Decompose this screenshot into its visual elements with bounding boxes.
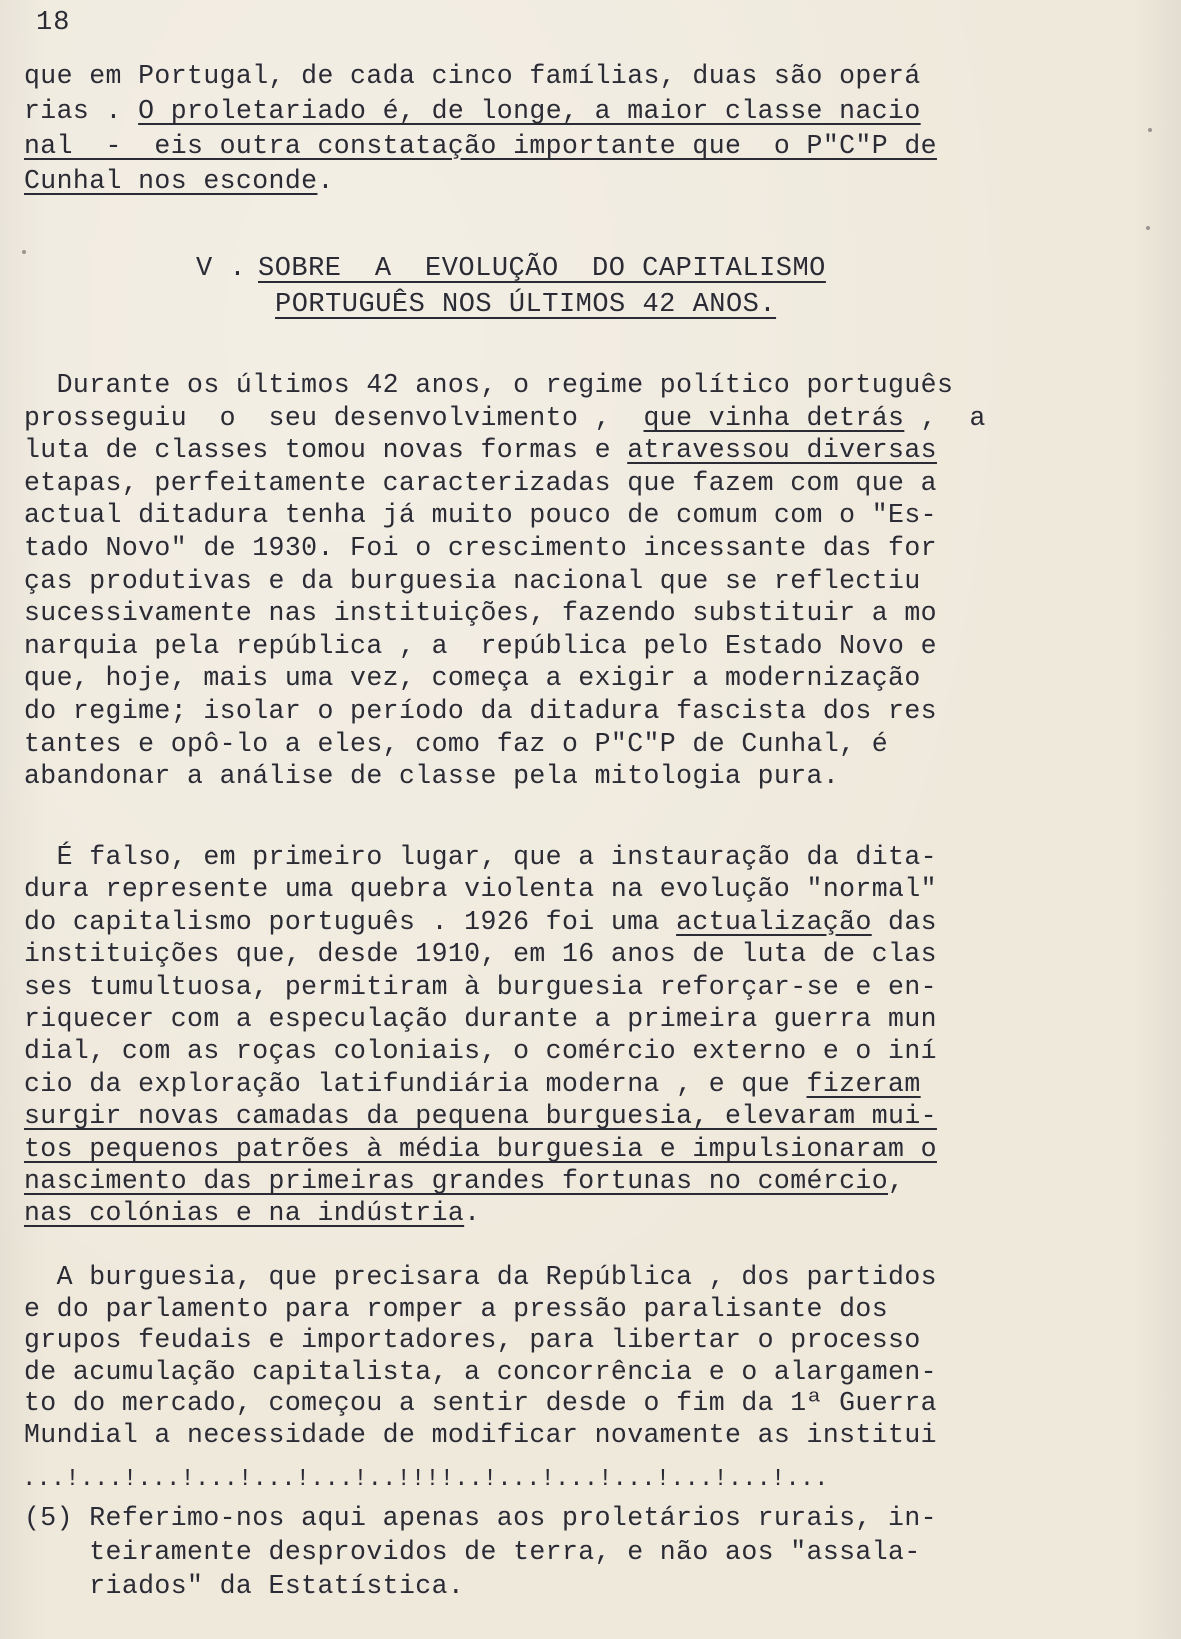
- underlined-text: nal - eis outra constatação importante que o P"C"P de: [24, 131, 937, 161]
- text-line: [24, 1419, 1004, 1452]
- text-line: [24, 60, 1004, 93]
- underlined-text: Cunhal nos esconde: [24, 166, 318, 196]
- text-line: [24, 1197, 1004, 1230]
- text-run: tantes e opô-lo a eles, como faz o P"C"P de Cunhal, é: [24, 729, 889, 759]
- text-line: [24, 1003, 1004, 1036]
- text-run: grupos feudais e importadores, para libertar o processo: [24, 1325, 921, 1355]
- text-run: ,: [888, 1166, 905, 1196]
- text-line: [24, 467, 1004, 500]
- text-line: [24, 630, 1004, 663]
- text-line: [24, 1324, 1004, 1357]
- text-run: rias .: [24, 96, 139, 126]
- text-run: das: [871, 907, 937, 937]
- text-run: ças produtivas e da burguesia nacional que se reflectiu: [24, 566, 921, 596]
- text-line: [24, 165, 1004, 198]
- text-line: [24, 841, 1004, 874]
- text-run: ses tumultuosa, permitiram à burguesia reforçar-se e en-: [24, 972, 937, 1002]
- text-line: [24, 565, 1004, 598]
- text-line: [24, 597, 1004, 630]
- text-line: [24, 532, 1004, 565]
- text-run: dura represente uma quebra violenta na evolução "normal": [24, 874, 937, 904]
- footnote-line: [24, 1536, 1004, 1569]
- text-run: do capitalismo português . 1926 foi uma: [24, 907, 677, 937]
- text-line: [24, 662, 1004, 695]
- text-run: luta de classes tomou novas formas e: [24, 435, 628, 465]
- text-line: [24, 499, 1004, 532]
- text-run: É falso, em primeiro lugar, que a instauração da dita-: [24, 842, 937, 872]
- text-run: Durante os últimos 42 anos, o regime político português: [24, 370, 954, 400]
- section-heading-line2: [275, 290, 776, 320]
- text-run: prosseguiu o seu desenvolvimento ,: [24, 403, 644, 433]
- footnote-line: [24, 1570, 1004, 1603]
- text-line: [24, 1133, 1004, 1166]
- text-run: abandonar a análise de classe pela mitologia pura.: [24, 761, 840, 791]
- text-run: teiramente desprovidos de terra, e não aos "assala-: [24, 1537, 921, 1567]
- text-line: [24, 1068, 1004, 1101]
- footnote-line: [24, 1502, 1004, 1535]
- section-heading-line1: [258, 254, 826, 284]
- paper-speck: [1146, 226, 1150, 230]
- section-heading-line1-text: SOBRE A EVOLUÇÃO DO CAPITALISMO: [258, 254, 826, 284]
- underlined-text: atravessou diversas: [627, 435, 937, 465]
- text-run: , a: [904, 403, 986, 433]
- text-run: riquecer com a especulação durante a primeira guerra mun: [24, 1004, 937, 1034]
- underlined-text: nascimento das primeiras grandes fortunas no comércio: [24, 1166, 889, 1196]
- underlined-text: que vinha detrás: [643, 403, 905, 433]
- paper-speck: [1148, 128, 1152, 132]
- text-run: de acumulação capitalista, a concorrência e o alargamen-: [24, 1357, 937, 1387]
- text-run: A burguesia, que precisara da República , dos partidos: [24, 1262, 937, 1292]
- text-run: (5) Referimo-nos aqui apenas aos proletários rurais, in-: [24, 1503, 937, 1533]
- text-run: que, hoje, mais uma vez, começa a exigir a modernização: [24, 663, 921, 693]
- text-line: [24, 695, 1004, 728]
- text-run: dial, com as roças coloniais, o comércio externo e o iní: [24, 1036, 937, 1066]
- underlined-text: nas colónias e na indústria: [24, 1198, 465, 1228]
- text-line: [24, 1261, 1004, 1294]
- section-heading-line2-text: PORTUGUÊS NOS ÚLTIMOS 42 ANOS.: [275, 290, 777, 320]
- text-run: e do parlamento para romper a pressão paralisante dos: [24, 1294, 889, 1324]
- text-line: [24, 938, 1004, 971]
- text-line: [24, 1356, 1004, 1389]
- text-run: tado Novo" de 1930. Foi o crescimento incessante das for: [24, 533, 937, 563]
- text-line: [24, 873, 1004, 906]
- text-line: [24, 1387, 1004, 1420]
- text-run: Mundial a necessidade de modificar novamente as institui: [24, 1420, 937, 1450]
- text-line: [24, 402, 1004, 435]
- section-numeral: V .: [196, 254, 247, 284]
- text-line: [24, 369, 1004, 402]
- text-run: riados" da Estatística.: [24, 1571, 465, 1601]
- text-run: do regime; isolar o período da ditadura fascista dos res: [24, 696, 937, 726]
- page-number: 18: [36, 8, 71, 38]
- text-run: sucessivamente nas instituições, fazendo substituir a mo: [24, 598, 937, 628]
- text-line: [24, 434, 1004, 467]
- text-run: actual ditadura tenha já muito pouco de comum com o "Es-: [24, 500, 937, 530]
- text-line: [24, 1100, 1004, 1133]
- underlined-text: fizeram: [806, 1069, 921, 1099]
- text-line: [24, 1165, 1004, 1198]
- underlined-text: surgir novas camadas da pequena burguesia, elevaram mui-: [24, 1101, 937, 1131]
- text-line: [24, 971, 1004, 1004]
- underlined-text: tos pequenos patrões à média burguesia e impulsionaram o: [24, 1134, 937, 1164]
- text-line: [24, 95, 1004, 128]
- text-run: que em Portugal, de cada cinco famílias, duas são operá: [24, 61, 921, 91]
- text-line: [24, 728, 1004, 761]
- text-run: .: [317, 166, 334, 196]
- text-run: .: [464, 1198, 481, 1228]
- text-line: [24, 1293, 1004, 1326]
- text-line: [24, 906, 1004, 939]
- paper-speck: [22, 250, 26, 254]
- text-run: cio da exploração latifundiária moderna , e que: [24, 1069, 807, 1099]
- text-line: [24, 130, 1004, 163]
- text-run: instituições que, desde 1910, em 16 anos de luta de clas: [24, 939, 937, 969]
- text-line: [24, 1035, 1004, 1068]
- text-run: etapas, perfeitamente caracterizadas que fazem com que a: [24, 468, 937, 498]
- underlined-text: O proletariado é, de longe, a maior classe nacio: [138, 96, 921, 126]
- text-run: to do mercado, começou a sentir desde o fim da 1ª Guerra: [24, 1388, 937, 1418]
- text-run: narquia pela república , a república pelo Estado Novo e: [24, 631, 937, 661]
- underlined-text: actualização: [676, 907, 872, 937]
- footnote-separator: ...!...!...!...!...!...!..!!!!..!...!...!...!...!...!...: [22, 1466, 829, 1493]
- text-line: [24, 760, 1004, 793]
